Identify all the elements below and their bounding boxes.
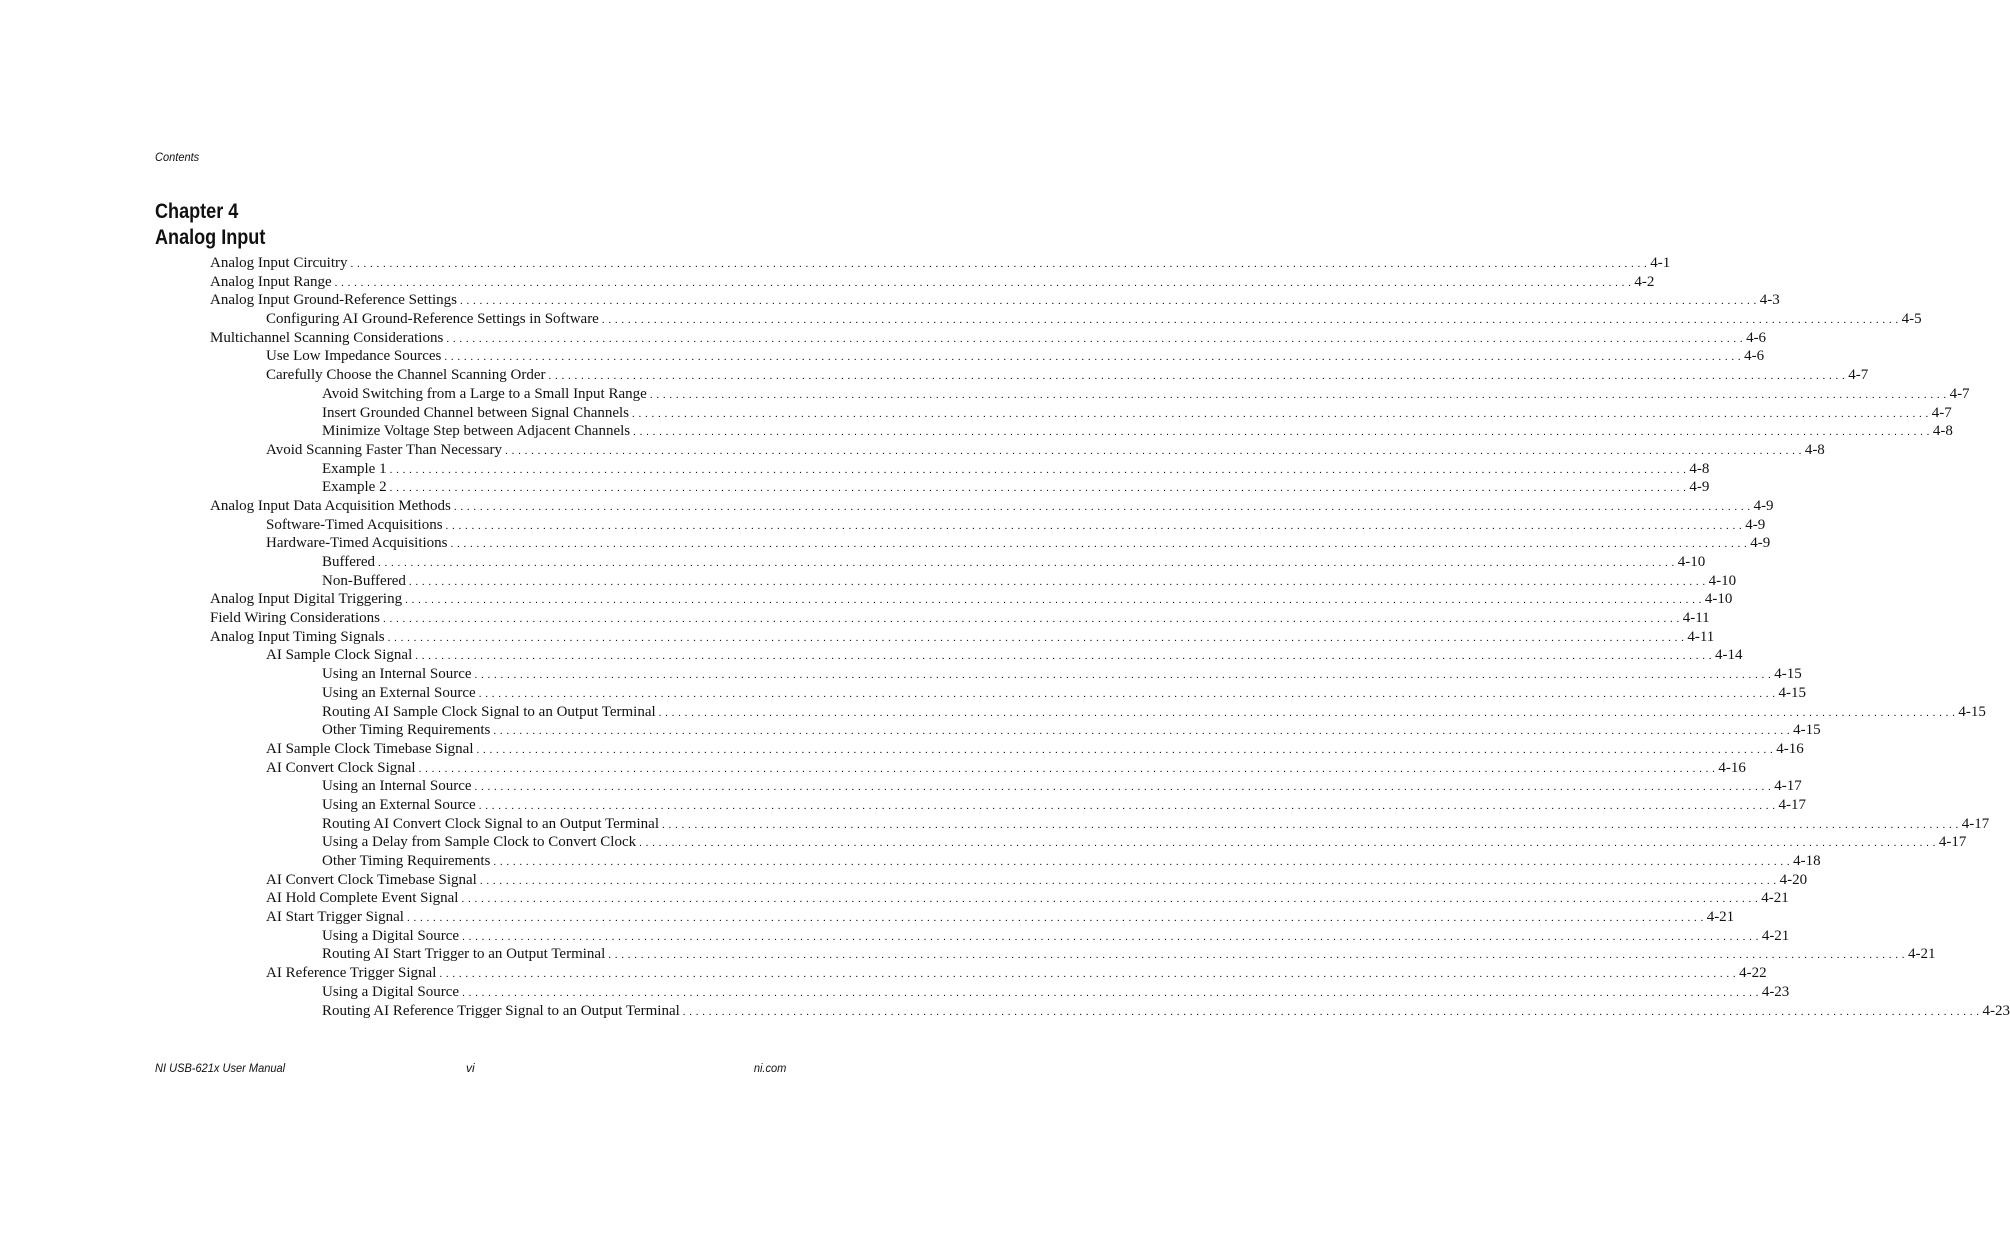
toc-dot-leader: . . . . . . . . . . . . . . . . . . . . . . . . . . . . . . . . . . . . . . . . . . . . . . . . . . . . . . . . . . . . . . . . . . . . . . . . . . . . . . . . . . . . . . . . . . . . . . . . . . . . . . . . . . . . . . . . . . . . . . . . . . . . . . . . . . . . . . . . . . . . . . . . . . . . . . . . . . . . . . . . . . . . . . . . . . . . . . . . . . . . . . . . . . . . . . . . . . . . . . . .	[633, 426, 1930, 439]
toc-entry[interactable]	[210, 945, 1936, 964]
toc-entry-page: 4-17	[1961, 815, 1990, 832]
toc-entry-page: 4-21	[1908, 946, 1936, 963]
toc-entry-title: AI Hold Complete Event Signal	[266, 890, 459, 907]
toc-dot-leader: . . . . . . . . . . . . . . . . . . . . . . . . . . . . . . . . . . . . . . . . . . . . . . . . . . . . . . . . . . . . . . . . . . . . . . . . . . . . . . . . . . . . . . . . . . . . . . . . . . . . . . . . . . . . . . . . . . . . . . . . . . . . . . . . . . . . . . . . . . . . . . . . . . . . . . . . . . . . . . . . . . . . . . . . . . . . . . . . . . . . . . . . . . . . . . . . . . . . . . . .	[682, 1005, 1980, 1018]
toc-entry-title: Multichannel Scanning Considerations	[210, 329, 444, 346]
toc-dot-leader: . . . . . . . . . . . . . . . . . . . . . . . . . . . . . . . . . . . . . . . . . . . . . . . . . . . . . . . . . . . . . . . . . . . . . . . . . . . . . . . . . . . . . . . . . . . . . . . . . . . . . . . . . . . . . . . . . . . . . . . . . . . . . . . . . . . . . . . . . . . . . . . . . . . . . . . . . . . . . . . . . . . . . . . . . . . . . . . . . . . . . . . . . . . . . . . . . . . . . . . .	[415, 650, 1712, 663]
toc-entry-page: 4-8	[1804, 441, 1825, 458]
toc-dot-leader: . . . . . . . . . . . . . . . . . . . . . . . . . . . . . . . . . . . . . . . . . . . . . . . . . . . . . . . . . . . . . . . . . . . . . . . . . . . . . . . . . . . . . . . . . . . . . . . . . . . . . . . . . . . . . . . . . . . . . . . . . . . . . . . . . . . . . . . . . . . . . . . . . . . . . . . . . . . . . . . . . . . . . . . . . . . . . . . . . . . . . . . . . . . . . . . . . . . . . . . .	[548, 370, 1846, 383]
toc-dot-leader: . . . . . . . . . . . . . . . . . . . . . . . . . . . . . . . . . . . . . . . . . . . . . . . . . . . . . . . . . . . . . . . . . . . . . . . . . . . . . . . . . . . . . . . . . . . . . . . . . . . . . . . . . . . . . . . . . . . . . . . . . . . . . . . . . . . . . . . . . . . . . . . . . . . . . . . . . . . . . . . . . . . . . . . . . . . . . . . . . . . . . . . . . . . . . . . . . . . . . . . .	[649, 388, 1947, 401]
toc-entry-title: Analog Input Range	[210, 273, 332, 290]
toc-entry-page: 4-3	[1759, 292, 1780, 309]
chapter-title: Analog Input	[155, 226, 266, 249]
toc-entry-page: 4-18	[1793, 853, 1821, 869]
toc-entry-title: Using an External Source	[322, 684, 476, 701]
toc-entry-page: 4-17	[1774, 778, 1802, 795]
toc-entry[interactable]	[210, 310, 1922, 329]
toc-entry[interactable]	[210, 646, 1743, 665]
toc-entry-page: 4-9	[1745, 516, 1766, 533]
toc-entry-title: Other Timing Requirements	[322, 853, 491, 869]
toc-entry-page: 4-21	[1706, 909, 1735, 926]
toc-entry[interactable]	[210, 590, 1733, 609]
toc-entry-title: Minimize Voltage Step between Adjacent Channels	[322, 423, 631, 440]
toc-entry-page: 4-15	[1778, 684, 1806, 701]
toc-entry-title: Analog Input Circuitry	[210, 255, 348, 271]
toc-entry-page: 4-23	[1761, 983, 1790, 1000]
toc-entry[interactable]	[210, 609, 1710, 628]
toc-entry-title: AI Convert Clock Timebase Signal	[266, 871, 477, 888]
toc-entry[interactable]	[210, 422, 1953, 441]
toc-entry[interactable]	[210, 347, 1765, 366]
toc-entry[interactable]	[210, 628, 1715, 647]
toc-entry-page: 4-15	[1774, 666, 1802, 683]
toc-dot-leader: . . . . . . . . . . . . . . . . . . . . . . . . . . . . . . . . . . . . . . . . . . . . . . . . . . . . . . . . . . . . . . . . . . . . . . . . . . . . . . . . . . . . . . . . . . . . . . . . . . . . . . . . . . . . . . . . . . . . . . . . . . . . . . . . . . . . . . . . . . . . . . . . . . . . . . . . . . . . . . . . . . . . . . . . . . . . . . . . . . . . . . . . . . . . . . . . . . . . . . . .	[406, 912, 1704, 925]
toc-entry-page: 4-22	[1739, 965, 1767, 982]
toc-entry-title: AI Start Trigger Signal	[266, 909, 404, 926]
toc-entry[interactable]	[210, 871, 1808, 890]
toc-entry-title: Analog Input Timing Signals	[210, 628, 385, 645]
toc-entry-title: Using a Digital Source	[322, 927, 460, 944]
toc-entry-title: Using an Internal Source	[322, 666, 472, 683]
toc-entry-title: Analog Input Ground-Reference Settings	[210, 292, 458, 309]
toc-entry[interactable]	[210, 460, 1710, 479]
toc-entry-title: AI Reference Trigger Signal	[266, 965, 437, 982]
toc-entry-page: 4-6	[1746, 329, 1767, 346]
toc-entry[interactable]	[210, 273, 1655, 292]
toc-dot-leader: . . . . . . . . . . . . . . . . . . . . . . . . . . . . . . . . . . . . . . . . . . . . . . . . . . . . . . . . . . . . . . . . . . . . . . . . . . . . . . . . . . . . . . . . . . . . . . . . . . . . . . . . . . . . . . . . . . . . . . . . . . . . . . . . . . . . . . . . . . . . . . . . . . . . . . . . . . . . . . . . . . . . . . . . . . . . . . . . . . . . . . . . . . . . . . . . . . . . . . . .	[387, 631, 1685, 644]
toc-entry-title: Analog Input Data Acquisition Methods	[210, 497, 451, 514]
toc-entry[interactable]	[210, 964, 1767, 983]
toc-entry-page: 4-9	[1753, 497, 1774, 514]
toc-entry-page: 4-7	[1931, 404, 1952, 421]
toc-dot-leader: . . . . . . . . . . . . . . . . . . . . . . . . . . . . . . . . . . . . . . . . . . . . . . . . . . . . . . . . . . . . . . . . . . . . . . . . . . . . . . . . . . . . . . . . . . . . . . . . . . . . . . . . . . . . . . . . . . . . . . . . . . . . . . . . . . . . . . . . . . . . . . . . . . . . . . . . . . . . . . . . . . . . . . . . . . . . . . . . . . . . . . . . . . . . . . . . . . . . . . . .	[418, 762, 1716, 775]
toc-entry-page: 4-5	[1901, 311, 1922, 328]
toc-entry-title: Buffered	[322, 554, 376, 570]
toc-entry-page: 4-16	[1718, 759, 1746, 776]
toc-entry-title: Non-Buffered	[322, 572, 406, 589]
toc-entry-page: 4-15	[1793, 722, 1821, 739]
toc-entry-page: 4-14	[1715, 647, 1743, 664]
toc-entry-page: 4-10	[1677, 554, 1706, 570]
toc-entry-title: Software-Timed Acquisitions	[266, 516, 443, 533]
toc-entry[interactable]	[210, 777, 1802, 796]
toc-dot-leader: . . . . . . . . . . . . . . . . . . . . . . . . . . . . . . . . . . . . . . . . . . . . . . . . . . . . . . . . . . . . . . . . . . . . . . . . . . . . . . . . . . . . . . . . . . . . . . . . . . . . . . . . . . . . . . . . . . . . . . . . . . . . . . . . . . . . . . . . . . . . . . . . . . . . . . . . . . . . . . . . . . . . . . . . . . . . . . . . . . . . . . . . . . . . . . . . . . . . . . . .	[334, 276, 1632, 289]
toc-entry[interactable]	[210, 534, 1771, 553]
toc-entry-title: Routing AI Reference Trigger Signal to an Output Terminal	[322, 1002, 680, 1019]
toc-entry[interactable]	[210, 553, 1706, 572]
toc-entry-page: 4-6	[1744, 348, 1765, 365]
toc-dot-leader: . . . . . . . . . . . . . . . . . . . . . . . . . . . . . . . . . . . . . . . . . . . . . . . . . . . . . . . . . . . . . . . . . . . . . . . . . . . . . . . . . . . . . . . . . . . . . . . . . . . . . . . . . . . . . . . . . . . . . . . . . . . . . . . . . . . . . . . . . . . . . . . . . . . . . . . . . . . . . . . . . . . . . . . . . . . . . . . . . . . . . . . . . . . . . . . . . . . . . . . .	[408, 575, 1706, 588]
toc-dot-leader: . . . . . . . . . . . . . . . . . . . . . . . . . . . . . . . . . . . . . . . . . . . . . . . . . . . . . . . . . . . . . . . . . . . . . . . . . . . . . . . . . . . . . . . . . . . . . . . . . . . . . . . . . . . . . . . . . . . . . . . . . . . . . . . . . . . . . . . . . . . . . . . . . . . . . . . . . . . . . . . . . . . . . . . . . . . . . . . . . . . . . . . . . . . . . . . . . . . . . . . .	[639, 837, 1936, 850]
toc-dot-leader: . . . . . . . . . . . . . . . . . . . . . . . . . . . . . . . . . . . . . . . . . . . . . . . . . . . . . . . . . . . . . . . . . . . . . . . . . . . . . . . . . . . . . . . . . . . . . . . . . . . . . . . . . . . . . . . . . . . . . . . . . . . . . . . . . . . . . . . . . . . . . . . . . . . . . . . . . . . . . . . . . . . . . . . . . . . . . . . . . . . . . . . . . . . . . . . . . . . . . . . .	[661, 818, 1959, 831]
toc-entry-page: 4-15	[1958, 703, 1986, 720]
toc-entry-title: Avoid Scanning Faster Than Necessary	[266, 441, 503, 458]
toc-entry[interactable]	[210, 291, 1780, 310]
toc-entry-page: 4-20	[1779, 871, 1808, 888]
toc-entry-page: 4-11	[1682, 610, 1710, 627]
running-head: Contents	[155, 150, 200, 164]
toc-entry-title: Carefully Choose the Channel Scanning Order	[266, 367, 546, 384]
toc-entry[interactable]	[210, 796, 1806, 815]
toc-entry-title: Using an External Source	[322, 796, 476, 813]
toc-entry-page: 4-9	[1750, 535, 1771, 552]
toc-entry-page: 4-8	[1689, 460, 1710, 477]
toc-entry-title: Configuring AI Ground-Reference Settings in Software	[266, 311, 599, 328]
toc-entry-title: AI Sample Clock Timebase Signal	[266, 740, 474, 757]
toc-entry[interactable]	[210, 740, 1804, 759]
toc-dot-leader: . . . . . . . . . . . . . . . . . . . . . . . . . . . . . . . . . . . . . . . . . . . . . . . . . . . . . . . . . . . . . . . . . . . . . . . . . . . . . . . . . . . . . . . . . . . . . . . . . . . . . . . . . . . . . . . . . . . . . . . . . . . . . . . . . . . . . . . . . . . . . . . . . . . . . . . . . . . . . . . . . . . . . . . . . . . . . . . . . . . . . . . . . . . . . . . . . . . . . . . .	[445, 519, 1743, 532]
toc-dot-leader: . . . . . . . . . . . . . . . . . . . . . . . . . . . . . . . . . . . . . . . . . . . . . . . . . . . . . . . . . . . . . . . . . . . . . . . . . . . . . . . . . . . . . . . . . . . . . . . . . . . . . . . . . . . . . . . . . . . . . . . . . . . . . . . . . . . . . . . . . . . . . . . . . . . . . . . . . . . . . . . . . . . . . . . . . . . . . . . . . . . . . . . . . . . . . . . . . . . . . . . .	[462, 930, 1759, 943]
toc-dot-leader: . . . . . . . . . . . . . . . . . . . . . . . . . . . . . . . . . . . . . . . . . . . . . . . . . . . . . . . . . . . . . . . . . . . . . . . . . . . . . . . . . . . . . . . . . . . . . . . . . . . . . . . . . . . . . . . . . . . . . . . . . . . . . . . . . . . . . . . . . . . . . . . . . . . . . . . . . . . . . . . . . . . . . . . . . . . . . . . . . . . . . . . . . . . . . . . . . . . . . . . .	[446, 332, 1744, 345]
toc-dot-leader: . . . . . . . . . . . . . . . . . . . . . . . . . . . . . . . . . . . . . . . . . . . . . . . . . . . . . . . . . . . . . . . . . . . . . . . . . . . . . . . . . . . . . . . . . . . . . . . . . . . . . . . . . . . . . . . . . . . . . . . . . . . . . . . . . . . . . . . . . . . . . . . . . . . . . . . . . . . . . . . . . . . . . . . . . . . . . . . . . . . . . . . . . . . . . . . . . . . . . . . .	[632, 407, 1929, 420]
toc-entry-title: Avoid Switching from a Large to a Small Input Range	[322, 385, 647, 402]
toc-entry[interactable]	[210, 927, 1790, 946]
toc-dot-leader: . . . . . . . . . . . . . . . . . . . . . . . . . . . . . . . . . . . . . . . . . . . . . . . . . . . . . . . . . . . . . . . . . . . . . . . . . . . . . . . . . . . . . . . . . . . . . . . . . . . . . . . . . . . . . . . . . . . . . . . . . . . . . . . . . . . . . . . . . . . . . . . . . . . . . . . . . . . . . . . . . . . . . . . . . . . . . . . . . . . . . . . . . . . . . . . . . . . . . . . .	[460, 295, 1757, 308]
toc-entry-title: Example 2	[322, 479, 387, 496]
toc-entry[interactable]	[210, 721, 1821, 740]
toc-dot-leader: . . . . . . . . . . . . . . . . . . . . . . . . . . . . . . . . . . . . . . . . . . . . . . . . . . . . . . . . . . . . . . . . . . . . . . . . . . . . . . . . . . . . . . . . . . . . . . . . . . . . . . . . . . . . . . . . . . . . . . . . . . . . . . . . . . . . . . . . . . . . . . . . . . . . . . . . . . . . . . . . . . . . . . . . . . . . . . . . . . . . . . . . . . . . . . . . . . . . . . . .	[389, 482, 1687, 495]
table-of-contents	[210, 254, 2010, 1020]
toc-entry[interactable]	[210, 759, 1746, 778]
toc-dot-leader: . . . . . . . . . . . . . . . . . . . . . . . . . . . . . . . . . . . . . . . . . . . . . . . . . . . . . . . . . . . . . . . . . . . . . . . . . . . . . . . . . . . . . . . . . . . . . . . . . . . . . . . . . . . . . . . . . . . . . . . . . . . . . . . . . . . . . . . . . . . . . . . . . . . . . . . . . . . . . . . . . . . . . . . . . . . . . . . . . . . . . . . . . . . . . . . . . . . . . . . .	[405, 594, 1702, 607]
toc-entry-title: Using an Internal Source	[322, 778, 472, 795]
toc-entry-page: 4-1	[1650, 255, 1671, 271]
toc-dot-leader: . . . . . . . . . . . . . . . . . . . . . . . . . . . . . . . . . . . . . . . . . . . . . . . . . . . . . . . . . . . . . . . . . . . . . . . . . . . . . . . . . . . . . . . . . . . . . . . . . . . . . . . . . . . . . . . . . . . . . . . . . . . . . . . . . . . . . . . . . . . . . . . . . . . . . . . . . . . . . . . . . . . . . . . . . . . . . . . . . . . . . . . . . . . . . . . . . . . . . . . .	[350, 258, 1648, 270]
toc-entry-page: 4-17	[1778, 796, 1806, 813]
toc-dot-leader: . . . . . . . . . . . . . . . . . . . . . . . . . . . . . . . . . . . . . . . . . . . . . . . . . . . . . . . . . . . . . . . . . . . . . . . . . . . . . . . . . . . . . . . . . . . . . . . . . . . . . . . . . . . . . . . . . . . . . . . . . . . . . . . . . . . . . . . . . . . . . . . . . . . . . . . . . . . . . . . . . . . . . . . . . . . . . . . . . . . . . . . . . . . . . . . . . . . . . . . .	[505, 444, 1802, 457]
toc-entry[interactable]	[210, 516, 1766, 535]
toc-entry-page: 4-21	[1761, 927, 1790, 944]
toc-dot-leader: . . . . . . . . . . . . . . . . . . . . . . . . . . . . . . . . . . . . . . . . . . . . . . . . . . . . . . . . . . . . . . . . . . . . . . . . . . . . . . . . . . . . . . . . . . . . . . . . . . . . . . . . . . . . . . . . . . . . . . . . . . . . . . . . . . . . . . . . . . . . . . . . . . . . . . . . . . . . . . . . . . . . . . . . . . . . . . . . . . . . . . . . . . . . . . . . . . . . . . . .	[439, 968, 1737, 981]
toc-entry[interactable]	[210, 983, 1790, 1002]
toc-dot-leader: . . . . . . . . . . . . . . . . . . . . . . . . . . . . . . . . . . . . . . . . . . . . . . . . . . . . . . . . . . . . . . . . . . . . . . . . . . . . . . . . . . . . . . . . . . . . . . . . . . . . . . . . . . . . . . . . . . . . . . . . . . . . . . . . . . . . . . . . . . . . . . . . . . . . . . . . . . . . . . . . . . . . . . . . . . . . . . . . . . . . . . . . . . . . . . . . . . . . . . . .	[493, 725, 1791, 738]
toc-entry[interactable]	[210, 329, 1767, 348]
toc-entry[interactable]	[210, 908, 1735, 927]
toc-entry[interactable]	[210, 385, 1970, 404]
toc-dot-leader: . . . . . . . . . . . . . . . . . . . . . . . . . . . . . . . . . . . . . . . . . . . . . . . . . . . . . . . . . . . . . . . . . . . . . . . . . . . . . . . . . . . . . . . . . . . . . . . . . . . . . . . . . . . . . . . . . . . . . . . . . . . . . . . . . . . . . . . . . . . . . . . . . . . . . . . . . . . . . . . . . . . . . . . . . . . . . . . . . . . . . . . . . . . . . . . . . . . . . . . .	[608, 949, 1905, 962]
toc-entry[interactable]	[210, 254, 1671, 273]
toc-entry[interactable]	[210, 833, 1967, 852]
toc-entry[interactable]	[210, 404, 1952, 423]
chapter-heading	[155, 199, 265, 251]
toc-entry-title: Other Timing Requirements	[322, 722, 491, 739]
toc-entry[interactable]	[210, 441, 1825, 460]
toc-entry-title: AI Convert Clock Signal	[266, 759, 416, 776]
chapter-number: Chapter 4	[155, 200, 239, 223]
toc-dot-leader: . . . . . . . . . . . . . . . . . . . . . . . . . . . . . . . . . . . . . . . . . . . . . . . . . . . . . . . . . . . . . . . . . . . . . . . . . . . . . . . . . . . . . . . . . . . . . . . . . . . . . . . . . . . . . . . . . . . . . . . . . . . . . . . . . . . . . . . . . . . . . . . . . . . . . . . . . . . . . . . . . . . . . . . . . . . . . . . . . . . . . . . . . . . . . . . . . . . . . . . .	[474, 781, 1772, 794]
toc-entry-page: 4-9	[1689, 479, 1710, 496]
toc-dot-leader: . . . . . . . . . . . . . . . . . . . . . . . . . . . . . . . . . . . . . . . . . . . . . . . . . . . . . . . . . . . . . . . . . . . . . . . . . . . . . . . . . . . . . . . . . . . . . . . . . . . . . . . . . . . . . . . . . . . . . . . . . . . . . . . . . . . . . . . . . . . . . . . . . . . . . . . . . . . . . . . . . . . . . . . . . . . . . . . . . . . . . . . . . . . . . . . . . . . . . . . .	[601, 314, 1899, 327]
toc-dot-leader: . . . . . . . . . . . . . . . . . . . . . . . . . . . . . . . . . . . . . . . . . . . . . . . . . . . . . . . . . . . . . . . . . . . . . . . . . . . . . . . . . . . . . . . . . . . . . . . . . . . . . . . . . . . . . . . . . . . . . . . . . . . . . . . . . . . . . . . . . . . . . . . . . . . . . . . . . . . . . . . . . . . . . . . . . . . . . . . . . . . . . . . . . . . . . . . . . . . . . . . .	[462, 986, 1759, 999]
toc-entry-title: Routing AI Convert Clock Signal to an Output Terminal	[322, 815, 659, 832]
toc-dot-leader: . . . . . . . . . . . . . . . . . . . . . . . . . . . . . . . . . . . . . . . . . . . . . . . . . . . . . . . . . . . . . . . . . . . . . . . . . . . . . . . . . . . . . . . . . . . . . . . . . . . . . . . . . . . . . . . . . . . . . . . . . . . . . . . . . . . . . . . . . . . . . . . . . . . . . . . . . . . . . . . . . . . . . . . . . . . . . . . . . . . . . . . . . . . . . . . . . . . . . . . .	[476, 743, 1774, 756]
toc-entry[interactable]	[210, 703, 1986, 722]
toc-entry-page: 4-8	[1932, 423, 1953, 440]
toc-entry[interactable]	[210, 852, 1821, 871]
toc-entry[interactable]	[210, 1002, 2010, 1021]
toc-entry-page: 4-11	[1687, 628, 1715, 645]
toc-entry[interactable]	[210, 684, 1806, 703]
toc-dot-leader: . . . . . . . . . . . . . . . . . . . . . . . . . . . . . . . . . . . . . . . . . . . . . . . . . . . . . . . . . . . . . . . . . . . . . . . . . . . . . . . . . . . . . . . . . . . . . . . . . . . . . . . . . . . . . . . . . . . . . . . . . . . . . . . . . . . . . . . . . . . . . . . . . . . . . . . . . . . . . . . . . . . . . . . . . . . . . . . . . . . . . . . . . . . . . . . . . . . . . . . .	[450, 538, 1748, 551]
toc-entry-title: Hardware-Timed Acquisitions	[266, 535, 448, 552]
toc-entry-page: 4-23	[1982, 1002, 2010, 1019]
toc-dot-leader: . . . . . . . . . . . . . . . . . . . . . . . . . . . . . . . . . . . . . . . . . . . . . . . . . . . . . . . . . . . . . . . . . . . . . . . . . . . . . . . . . . . . . . . . . . . . . . . . . . . . . . . . . . . . . . . . . . . . . . . . . . . . . . . . . . . . . . . . . . . . . . . . . . . . . . . . . . . . . . . . . . . . . . . . . . . . . . . . . . . . . . . . . . . . . . . . . . . . . . . .	[461, 893, 1759, 906]
toc-entry-title: Analog Input Digital Triggering	[210, 591, 403, 608]
toc-entry-title: Using a Delay from Sample Clock to Convert Clock	[322, 834, 637, 851]
toc-dot-leader: . . . . . . . . . . . . . . . . . . . . . . . . . . . . . . . . . . . . . . . . . . . . . . . . . . . . . . . . . . . . . . . . . . . . . . . . . . . . . . . . . . . . . . . . . . . . . . . . . . . . . . . . . . . . . . . . . . . . . . . . . . . . . . . . . . . . . . . . . . . . . . . . . . . . . . . . . . . . . . . . . . . . . . . . . . . . . . . . . . . . . . . . . . . . . . . . . . . . . . . .	[658, 706, 1956, 719]
toc-entry[interactable]	[210, 478, 1710, 497]
toc-dot-leader: . . . . . . . . . . . . . . . . . . . . . . . . . . . . . . . . . . . . . . . . . . . . . . . . . . . . . . . . . . . . . . . . . . . . . . . . . . . . . . . . . . . . . . . . . . . . . . . . . . . . . . . . . . . . . . . . . . . . . . . . . . . . . . . . . . . . . . . . . . . . . . . . . . . . . . . . . . . . . . . . . . . . . . . . . . . . . . . . . . . . . . . . . . . . . . . . . . . . . . . .	[493, 856, 1791, 868]
toc-dot-leader: . . . . . . . . . . . . . . . . . . . . . . . . . . . . . . . . . . . . . . . . . . . . . . . . . . . . . . . . . . . . . . . . . . . . . . . . . . . . . . . . . . . . . . . . . . . . . . . . . . . . . . . . . . . . . . . . . . . . . . . . . . . . . . . . . . . . . . . . . . . . . . . . . . . . . . . . . . . . . . . . . . . . . . . . . . . . . . . . . . . . . . . . . . . . . . . . . . . . . . . .	[382, 613, 1680, 626]
toc-entry-page: 4-7	[1848, 367, 1869, 384]
toc-entry-page: 4-10	[1708, 572, 1737, 589]
toc-entry-title: Field Wiring Considerations	[210, 610, 380, 627]
toc-entry-title: Insert Grounded Channel between Signal Channels	[322, 404, 630, 421]
toc-dot-leader: . . . . . . . . . . . . . . . . . . . . . . . . . . . . . . . . . . . . . . . . . . . . . . . . . . . . . . . . . . . . . . . . . . . . . . . . . . . . . . . . . . . . . . . . . . . . . . . . . . . . . . . . . . . . . . . . . . . . . . . . . . . . . . . . . . . . . . . . . . . . . . . . . . . . . . . . . . . . . . . . . . . . . . . . . . . . . . . . . . . . . . . . . . . . . . . . . . . . . . . .	[479, 874, 1777, 887]
toc-entry-title: Routing AI Sample Clock Signal to an Output Terminal	[322, 703, 656, 720]
footer-page-number: vi	[466, 1061, 475, 1075]
footer-website-link[interactable]: ni.com	[753, 1061, 786, 1075]
toc-entry-title: Use Low Impedance Sources	[266, 348, 442, 365]
toc-entry-title: AI Sample Clock Signal	[266, 647, 413, 664]
toc-dot-leader: . . . . . . . . . . . . . . . . . . . . . . . . . . . . . . . . . . . . . . . . . . . . . . . . . . . . . . . . . . . . . . . . . . . . . . . . . . . . . . . . . . . . . . . . . . . . . . . . . . . . . . . . . . . . . . . . . . . . . . . . . . . . . . . . . . . . . . . . . . . . . . . . . . . . . . . . . . . . . . . . . . . . . . . . . . . . . . . . . . . . . . . . . . . . . . . . . . . . . . . .	[378, 557, 1675, 569]
toc-dot-leader: . . . . . . . . . . . . . . . . . . . . . . . . . . . . . . . . . . . . . . . . . . . . . . . . . . . . . . . . . . . . . . . . . . . . . . . . . . . . . . . . . . . . . . . . . . . . . . . . . . . . . . . . . . . . . . . . . . . . . . . . . . . . . . . . . . . . . . . . . . . . . . . . . . . . . . . . . . . . . . . . . . . . . . . . . . . . . . . . . . . . . . . . . . . . . . . . . . . . . . . .	[444, 351, 1742, 364]
toc-entry[interactable]	[210, 815, 1990, 834]
toc-dot-leader: . . . . . . . . . . . . . . . . . . . . . . . . . . . . . . . . . . . . . . . . . . . . . . . . . . . . . . . . . . . . . . . . . . . . . . . . . . . . . . . . . . . . . . . . . . . . . . . . . . . . . . . . . . . . . . . . . . . . . . . . . . . . . . . . . . . . . . . . . . . . . . . . . . . . . . . . . . . . . . . . . . . . . . . . . . . . . . . . . . . . . . . . . . . . . . . . . . . . . . . .	[478, 799, 1776, 812]
toc-dot-leader: . . . . . . . . . . . . . . . . . . . . . . . . . . . . . . . . . . . . . . . . . . . . . . . . . . . . . . . . . . . . . . . . . . . . . . . . . . . . . . . . . . . . . . . . . . . . . . . . . . . . . . . . . . . . . . . . . . . . . . . . . . . . . . . . . . . . . . . . . . . . . . . . . . . . . . . . . . . . . . . . . . . . . . . . . . . . . . . . . . . . . . . . . . . . . . . . . . . . . . . .	[478, 687, 1776, 700]
toc-entry-page: 4-7	[1949, 385, 1970, 402]
toc-entry-title: Using a Digital Source	[322, 983, 460, 1000]
toc-entry-page: 4-10	[1704, 591, 1733, 608]
toc-dot-leader: . . . . . . . . . . . . . . . . . . . . . . . . . . . . . . . . . . . . . . . . . . . . . . . . . . . . . . . . . . . . . . . . . . . . . . . . . . . . . . . . . . . . . . . . . . . . . . . . . . . . . . . . . . . . . . . . . . . . . . . . . . . . . . . . . . . . . . . . . . . . . . . . . . . . . . . . . . . . . . . . . . . . . . . . . . . . . . . . . . . . . . . . . . . . . . . . . . . . . . . .	[453, 500, 1751, 513]
toc-entry-title: Routing AI Start Trigger to an Output Terminal	[322, 946, 606, 963]
toc-dot-leader: . . . . . . . . . . . . . . . . . . . . . . . . . . . . . . . . . . . . . . . . . . . . . . . . . . . . . . . . . . . . . . . . . . . . . . . . . . . . . . . . . . . . . . . . . . . . . . . . . . . . . . . . . . . . . . . . . . . . . . . . . . . . . . . . . . . . . . . . . . . . . . . . . . . . . . . . . . . . . . . . . . . . . . . . . . . . . . . . . . . . . . . . . . . . . . . . . . . . . . . .	[389, 463, 1687, 476]
toc-entry[interactable]	[210, 572, 1737, 591]
toc-entry[interactable]	[210, 889, 1789, 908]
toc-dot-leader: . . . . . . . . . . . . . . . . . . . . . . . . . . . . . . . . . . . . . . . . . . . . . . . . . . . . . . . . . . . . . . . . . . . . . . . . . . . . . . . . . . . . . . . . . . . . . . . . . . . . . . . . . . . . . . . . . . . . . . . . . . . . . . . . . . . . . . . . . . . . . . . . . . . . . . . . . . . . . . . . . . . . . . . . . . . . . . . . . . . . . . . . . . . . . . . . . . . . . . . .	[474, 669, 1772, 682]
toc-entry[interactable]	[210, 497, 1774, 516]
toc-entry-page: 4-16	[1776, 740, 1804, 757]
toc-entry[interactable]	[210, 665, 1802, 684]
toc-entry-title: Example 1	[322, 460, 387, 477]
toc-entry[interactable]	[210, 366, 1869, 385]
footer-manual-title: NI USB-621x User Manual	[155, 1061, 286, 1075]
toc-entry-page: 4-21	[1761, 890, 1789, 907]
toc-entry-page: 4-17	[1938, 834, 1967, 851]
toc-entry-page: 4-2	[1634, 273, 1655, 290]
